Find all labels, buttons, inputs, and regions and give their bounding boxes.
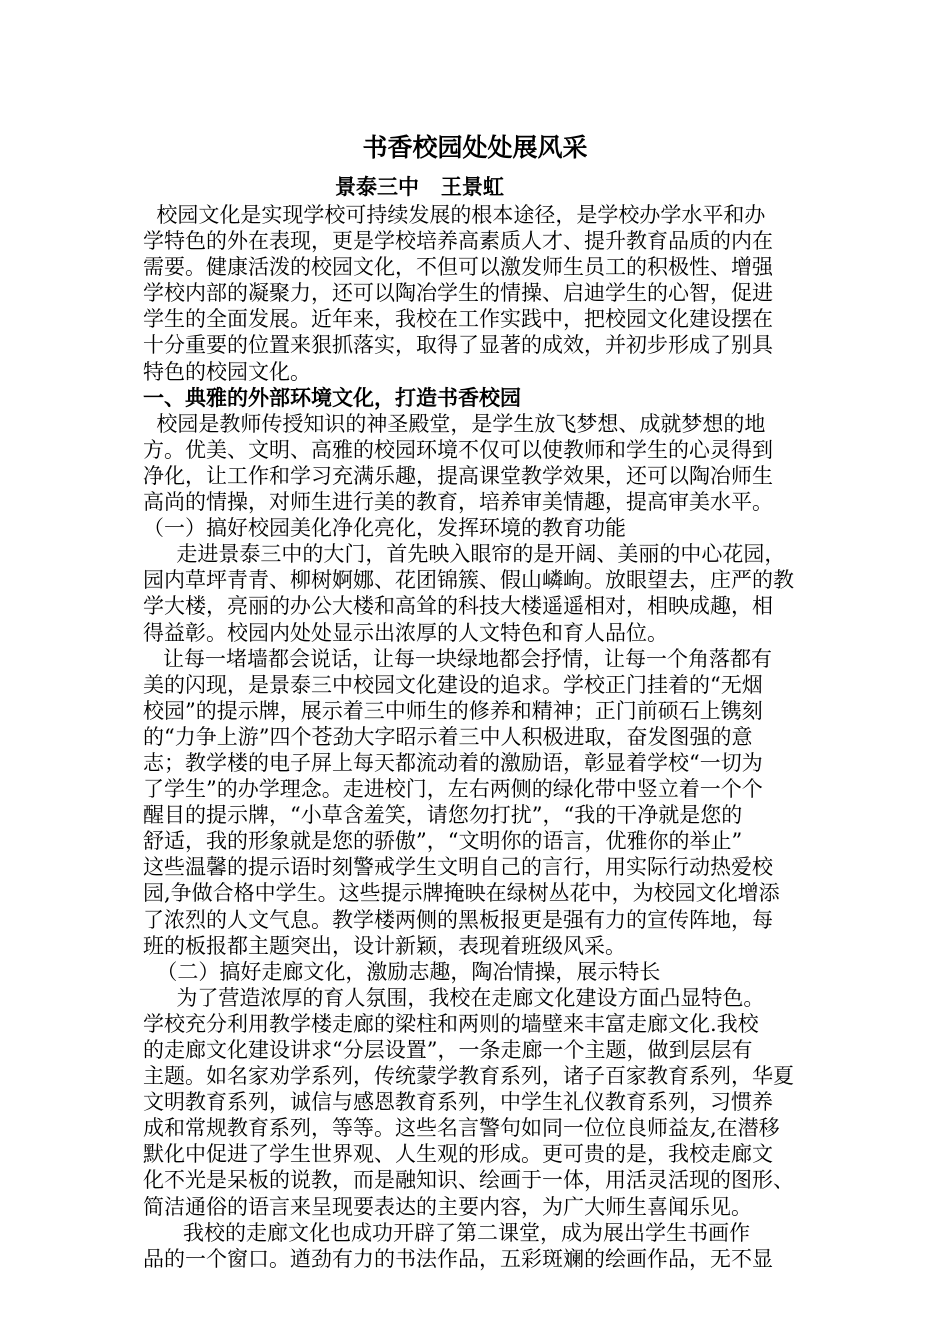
- paragraph-line: 校园文化是实现学校可持续发展的根本途径，是学校办学水平和办: [143, 203, 766, 227]
- paragraph-line: 的走廊文化建设讲求“分层设置”，一条走廊一个主题，做到层层有: [143, 1038, 753, 1062]
- paragraph-line: 简洁通俗的语言来呈现要表达的主要内容，为广大师生喜闻乐见。: [143, 1194, 752, 1219]
- paragraph-line: 走进景泰三中的大门，首先映入眼帘的是开阔、美丽的中心花园，: [143, 542, 786, 567]
- paragraph-line: （一）搞好校园美化净化亮化，发挥环境的教育功能: [143, 516, 626, 541]
- document-body: [143, 202, 815, 1272]
- paragraph-line: 校园是教师传授知识的神圣殿堂，是学生放飞梦想、成就梦想的地: [143, 411, 766, 436]
- paragraph-line: 志；教学楼的电子屏上每天都流动着的激励语，彰显着学校“一切为: [143, 750, 763, 775]
- paragraph-line: 学校充分利用教学楼走廊的梁柱和两则的墙壁来丰富走廊文化.我校: [143, 1011, 759, 1036]
- paragraph-line: 净化，让工作和学习充满乐趣，提高课堂教学效果，还可以陶冶师生: [143, 463, 773, 488]
- paragraph-line: 学校内部的凝聚力，还可以陶冶学生的情操、启迪学生的心智，促进: [143, 281, 773, 306]
- paragraph-line: 需要。健康活泼的校园文化，不但可以激发师生员工的积极性、增强: [143, 255, 773, 280]
- paragraph-line: 主题。如名家劝学系列，传统蒙学教育系列，诸子百家教育系列，华夏: [143, 1064, 794, 1089]
- paragraph-line: （二）搞好走廊文化，激励志趣，陶冶情操，展示特长: [143, 959, 661, 984]
- document-title: 书香校园处处展风采: [362, 133, 588, 162]
- paragraph-line: 成和常规教育系列，等等。这些名言警句如同一位位良师益友,在潜移: [143, 1116, 780, 1141]
- paragraph-line: 美的闪现，是景泰三中校园文化建设的追求。学校正门挂着的“无烟: [143, 672, 763, 697]
- section-heading: 一、典雅的外部环境文化，打造书香校园: [143, 384, 521, 410]
- paragraph-line: 舒适，我的形象就是您的骄傲”，“文明你的语言，优雅你的举止”: [143, 829, 743, 854]
- paragraph-line: 学特色的外在表现，更是学校培养高素质人才、提升教育品质的内在: [143, 229, 773, 254]
- paragraph-line: 了浓烈的人文气息。教学楼两侧的黑板报更是强有力的宣传阵地，每: [143, 907, 773, 932]
- paragraph-line: 园内草坪青青、柳树婀娜、花团锦簇、假山嶙峋。放眼望去，庄严的教: [143, 568, 794, 593]
- paragraph-line: 十分重要的位置来狠抓落实，取得了显著的成效，并初步形成了别具: [143, 333, 773, 358]
- paragraph-line: 校园”的提示牌，展示着三中师生的修养和精神；正门前硕石上镌刻: [143, 698, 763, 723]
- paragraph-line: 的“力争上游”四个苍劲大字昭示着三中人积极进取，奋发图强的意: [143, 724, 753, 749]
- paragraph-line: 园,争做合格中学生。这些提示牌掩映在绿树丛花中，为校园文化增添: [143, 881, 780, 906]
- paragraph-line: 这些温馨的提示语时刻警戒学生文明自己的言行，用实际行动热爱校: [143, 855, 773, 880]
- paragraph-line: 得益彰。校园内处处显示出浓厚的人文特色和育人品位。: [143, 620, 668, 645]
- document-author: 景泰三中 王景虹: [335, 174, 504, 199]
- paragraph-line: 特色的校园文化。: [143, 359, 311, 384]
- paragraph-line: 学生的全面发展。近年来，我校在工作实践中，把校园文化建设摆在: [143, 307, 773, 332]
- paragraph-line: 班的板报都主题突出，设计新颖，表现着班级风采。: [143, 933, 626, 958]
- paragraph-line: 高尚的情操，对师生进行美的教育，培养审美情趣，提高审美水平。: [143, 490, 773, 515]
- paragraph-line: 品的一个窗口。遒劲有力的书法作品，五彩斑斓的绘画作品，无不显: [143, 1246, 773, 1271]
- paragraph-line: 方。优美、文明、高雅的校园环境不仅可以使教师和学生的心灵得到: [143, 437, 773, 462]
- paragraph-line: 我校的走廊文化也成功开辟了第二课堂，成为展出学生书画作: [143, 1220, 751, 1245]
- paragraph-line: 学大楼，亮丽的办公大楼和高耸的科技大楼遥遥相对，相映成趣，相: [143, 594, 773, 619]
- paragraph-line: 文明教育系列，诚信与感恩教育系列，中学生礼仪教育系列，习惯养: [143, 1090, 773, 1115]
- paragraph-line: 了学生”的办学理念。走进校门，左右两侧的绿化带中竖立着一个个: [143, 777, 763, 802]
- paragraph-line: 让每一堵墙都会说话，让每一块绿地都会抒情，让每一个角落都有: [143, 646, 773, 671]
- paragraph-line: 默化中促进了学生世界观、人生观的形成。更可贵的是，我校走廊文: [143, 1142, 773, 1167]
- paragraph-line: 为了营造浓厚的育人氛围，我校在走廊文化建设方面凸显特色。: [143, 985, 765, 1010]
- paragraph-line: 化不光是呆板的说教，而是融知识、绘画于一体，用活灵活现的图形、: [143, 1168, 794, 1193]
- paragraph-line: 醒目的提示牌，“小草含羞笑，请您勿打扰”，“我的干净就是您的: [143, 803, 743, 828]
